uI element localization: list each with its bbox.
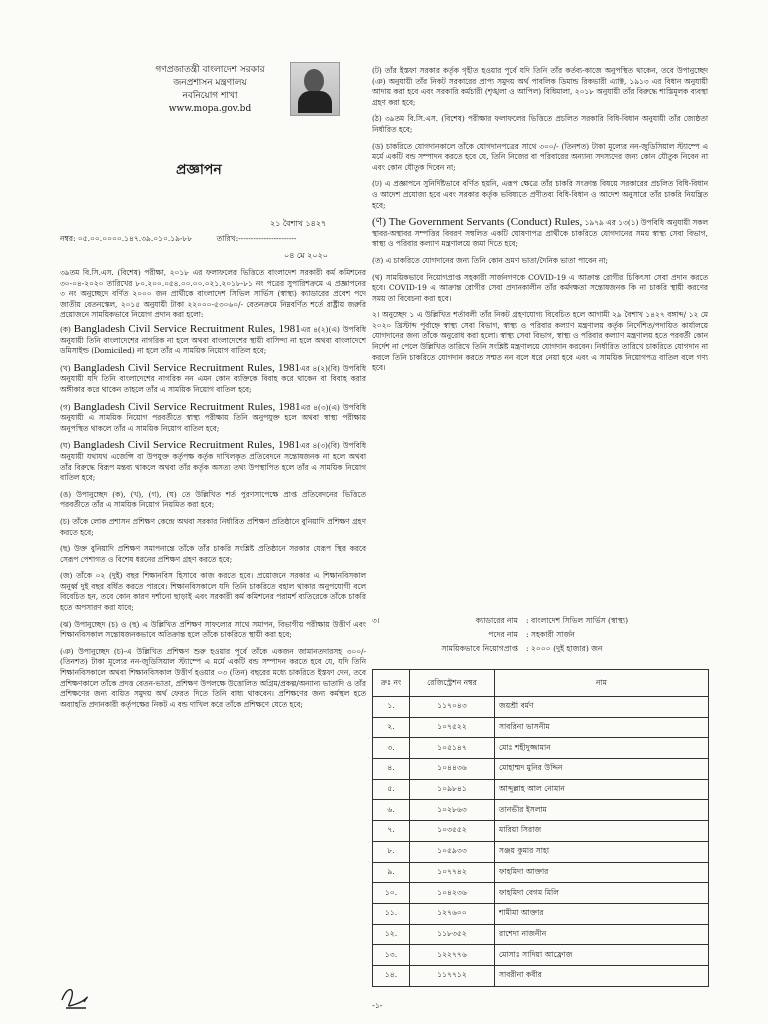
condition-prefix: (গ) xyxy=(60,402,71,412)
table-row xyxy=(373,883,709,904)
memo-line xyxy=(60,234,360,246)
cell-registration: ১১৭৭১২ xyxy=(410,965,495,986)
condition-item xyxy=(372,114,708,135)
condition-item xyxy=(60,324,366,357)
cell-registration: ১০৪২৩৬ xyxy=(410,883,495,904)
condition-item xyxy=(60,402,366,435)
page-title: প্রজ্ঞাপন xyxy=(176,162,222,178)
table-row xyxy=(373,697,709,718)
condition-text: (ড) চাকরিতে যোগদানকালে তাঁকে যোগদানপত্রের সাথে ৩০০/- (তিনশত) টাকা মূল্যের নন-জুডিসিয়াল স্ট্যাম্পে এ মর্মে একটি বন্ড সম্পাদন করতে হবে যে, তিনি নিজের বা পরিবারের অন্যান্য সদস্যদের জন্য কোন যৌতুক নিবেন না এবং কোন যৌতুক দিবেন না; xyxy=(372,141,708,172)
letterhead xyxy=(130,64,290,116)
condition-text: (ঞ) উপানুচ্ছেদ (চ)-এ উল্লিখিত প্রশিক্ষণ শুরু হওয়ার পূর্বে তাঁকে একজন জামানতদারসহ ৩০০/- (তিনশত) টাকা মূল্যের নন-জুডিসিয়াল স্ট্যাম্পে এ মর্মে একটি বন্ড সম্পাদন করতে হবে যে, যদি তিনি শিক্ষানবিসকালে অথবা শিক্ষানবিসকাল উত্তীর্ণ হওয়ার ০৩ (তিন) বছরের মধ্যে চাকরিতে ইস্তফা দেন, তবে প্রশিক্ষণকালে তাঁকে প্রদত্ত বেতন-ভাতা, প্রশিক্ষণ উপলক্ষে উত্তোলিত অগ্রিম/প্রকল্প/অন্যান্য ভাতাদি ও তাঁর প্রশিক্ষণের জন্য ব্যয়িত সমুদয় অর্থ ফেরত দিতে তিনি বাধ্য থাকবেন। প্রশিক্ষণের জন্য কর্মস্থল হতে অব্যাহতি প্রদানকারী কর্তৃপক্ষের নিকট এ বন্ড দাখিল করে তাঁকে প্রশিক্ষণে যেতে হবে; xyxy=(60,646,366,709)
condition-item xyxy=(60,571,366,613)
condition-text: (জ) তাঁকে ০২ (দুই) বছর শিক্ষানবিস হিসাবে কাজ করতে হবে। প্রয়োজনে সরকার এ শিক্ষানবিসকাল অনুর্ধ্ব দুই বছর বর্ধিত করতে পারবে। শিক্ষানবিসকালে যদি তিনি চাকরিতে বহাল থাকার অনুপযোগী বলে বিবেচিত হন, তবে কোন কারণ দর্শানো ছাড়াই এবং সরকারী কর্ম কমিশনের পরামর্শ ব্যতিরেকে তাঁকে চাকরি হতে অপসারণ করা যাবে; xyxy=(60,571,366,613)
table-row xyxy=(373,717,709,738)
condition-item xyxy=(372,142,708,174)
table-row xyxy=(373,821,709,842)
info-row xyxy=(372,628,708,642)
cell-registration: ১১৭০৪৩ xyxy=(410,697,495,718)
portrait-face xyxy=(304,69,324,93)
cell-registration: ১০৭৫২২ xyxy=(410,717,495,738)
table-header-row xyxy=(373,670,709,697)
info-value: : ২০০০ (দুই হাজার) জন xyxy=(526,643,603,653)
info-key: পদের নাম xyxy=(488,629,518,639)
info-row xyxy=(372,614,708,628)
intro-paragraph xyxy=(60,268,366,327)
cell-registration: ১০৫১৪৭ xyxy=(410,738,495,759)
condition-text: (ঙ) উপানুচ্ছেদ (ক), (খ), (গ), (ঘ) তে উল্লিখিত শর্ত পুরণসাপেক্ষে প্রাপ্ত প্রতিবেদনের ভিত্তিতে পরবর্তীতে তাঁর এ সাময়িক নিয়োগ নিয়মিত করা হবে; xyxy=(60,489,366,510)
condition-item xyxy=(372,217,708,250)
condition-text: (ত) এ চাকরিতে যোগদানের জন্য তিনি কোন ভ্রমণ ভাতা/দৈনিক ভাতা পাবেন না; xyxy=(372,255,609,265)
portrait-body xyxy=(298,91,332,113)
condition-prefix: (ক) xyxy=(60,325,71,334)
cell-serial: ১৪. xyxy=(373,965,410,986)
section-number: ৩। xyxy=(372,615,380,625)
cell-serial: ৮. xyxy=(373,841,410,862)
cell-serial: ১১. xyxy=(373,903,410,924)
appointee-table xyxy=(372,669,709,987)
condition-prefix: (ঘ) xyxy=(60,441,71,451)
header-line1: গণপ্রজাতন্ত্রী বাংলাদেশ সরকার xyxy=(155,65,265,75)
cell-serial: ৪. xyxy=(373,759,410,780)
condition-item xyxy=(372,256,708,267)
condition-item xyxy=(372,66,708,108)
condition-item xyxy=(372,310,708,374)
cell-registration: ১০৪৪৩৬ xyxy=(410,759,495,780)
cell-serial: ১. xyxy=(373,697,410,718)
condition-item xyxy=(60,620,366,641)
info-row xyxy=(372,642,708,656)
condition-item xyxy=(372,179,708,211)
cell-name: জয়শ্রী বর্মণ xyxy=(495,697,709,718)
condition-item xyxy=(60,544,366,565)
cell-name: ফাহমিদা আক্তার xyxy=(495,862,709,883)
cell-serial: ৬. xyxy=(373,800,410,821)
condition-text: (ঢ) এ প্রজ্ঞাপনে সুনির্দিষ্টভাবে বর্ণিত হয়নি, এরূপ ক্ষেত্রে তাঁর চাকরি সংক্রান্ত বিষয়ে সরকারের প্রচলিত বিধি-বিধান ও আদেশ প্রযোজ্য হবে এবং সরকার কর্তৃক ভবিষ্যতে প্রণীতব্য বিধি-বিধান ও আদেশ অনুসারে তাঁর চাকরি নিয়ন্ত্রিত হবে; xyxy=(372,179,708,210)
condition-english: Bangladesh Civil Service Recruitment Rules, 1981 xyxy=(73,361,301,374)
table-row xyxy=(373,945,709,966)
condition-text: ১৯৭৯ এর ১৩(১) উপবিধি অনুযায়ী সকল স্থাবর-অস্থাবর সম্পত্তির বিবরণ সম্বলিত একটি ঘোষণাপত্র প্রার্থীকে চাকরিতে যোগদানের সময় স্বাস্থ্য সেবা বিভাগ, স্বাস্থ্য ও পরিবার কল্যাণ মন্ত্রণালয়ে জমা দিতে হবে; xyxy=(372,218,708,249)
condition-item xyxy=(60,647,366,711)
cell-serial: ৭. xyxy=(373,821,410,842)
date-label: তারিখ:----------------------- xyxy=(216,234,297,243)
cadre-info xyxy=(372,614,708,656)
signature-mark xyxy=(56,978,96,1012)
cell-registration: ১০৫৯৩৩ xyxy=(410,841,495,862)
table-row xyxy=(373,965,709,986)
cell-name: তানভীর ইসলাম xyxy=(495,800,709,821)
table-row xyxy=(373,903,709,924)
condition-text: (ট) তাঁর ইস্তফা সরকার কর্তৃক গৃহীত হওয়ার পূর্বে যদি তিনি তাঁর কর্তব্য-কাজে অনুপস্থিত থাকেন, তবে উপানুচ্ছেদ (ঞ) অনুযায়ী তাঁর নিকট সরকারের প্রাপ্য সমুদয় অর্থ পাবলিক ডিমান্ড রিকভারী এ্যাক্ট, ১৯১৩ এর বিধান অনুযায়ী আদায় করা হবে এবং সরকারি কর্মচারী (শৃঙ্খলা ও আপিল) বিধিমালা, ২০১৮ অনুযায়ী তাঁর বিরুদ্ধে শাস্তিমূলক ব্যবস্থা গ্রহণ করা হবে; xyxy=(372,66,708,107)
col-registration: রেজিস্ট্রেশন নম্বর xyxy=(410,670,495,697)
cell-name: সাবরীনা কবীর xyxy=(495,965,709,986)
cell-registration: ১২৭৬০০ xyxy=(410,903,495,924)
cell-name: মারিয়া সিরাজ xyxy=(495,821,709,842)
condition-english: Bangladesh Civil Service Recruitment Rules, 1981 xyxy=(73,439,300,452)
condition-item xyxy=(60,363,366,396)
condition-text: এর ৪(৩)(বি) উপবিধি অনুযায়ী যথাযথ এজেন্সি বা উপযুক্ত কর্তৃপক্ষ কর্তৃক দাখিলকৃত প্রতিবেদনে সন্তোষজনক না হলে অথবা তাঁর বিরুদ্ধে বিরূপ মন্তব্য থাকলে অথবা তাঁর কর্তৃক অসত্য তথ্য উপস্থাপিত হলে তাঁর এ সাময়িক নিয়োগ বাতিল হবে; xyxy=(60,441,366,483)
cell-name: আব্দুল্লাহ আল নোমান xyxy=(495,779,709,800)
page-number: -১- xyxy=(372,1001,383,1010)
condition-english: Bangladesh Civil Service Recruitment Rules, 1981 xyxy=(73,323,301,335)
condition-text: (থ) সাময়িকভাবে নিয়োগপ্রাপ্ত সহকারী সার্জনগণকে COVID-19 এ আক্রান্ত রোগীর চিকিৎসা সেবা প্রদান করতে হবে। COVID-19 এ আক্রান্ত রোগীর সেবা প্রদানকালীন তাঁর কর্মদক্ষতা সন্তোষজনক কি না চাকরি স্থায়ী করণের সময় তা বিবেচনা করা হবে। xyxy=(372,272,708,303)
info-key: ক্যাডারের নাম xyxy=(475,615,518,625)
table-row xyxy=(373,738,709,759)
condition-item xyxy=(60,517,366,538)
info-value: : বাংলাদেশ সিভিল সার্ভিস (স্বাস্থ্য) xyxy=(526,615,629,625)
cell-name: মোসাঃ সাদিয়া আফ্রোজ xyxy=(495,945,709,966)
condition-text: (ঠ) ৩৯তম বি.সি.এস. (বিশেষ) পরীক্ষার ফলাফলের ভিত্তিতে প্রচলিত সরকারি বিধি-বিধান অনুযায়ী তাঁর জ্যেষ্ঠতা নির্ধারিত হবে; xyxy=(372,114,708,134)
cell-serial: ৯. xyxy=(373,862,410,883)
col-serial: ক্রঃ নং xyxy=(373,670,410,697)
date-bangla: ২১ বৈশাখ ১৪২৭ xyxy=(270,219,327,228)
condition-text: এর ৪(২)(এ) উপবিধি অনুযায়ী তিনি বাংলাদেশের নাগরিক না হলে অথবা বাংলাদেশের স্থায়ী বাসিন্দা না হলে অথবা বাংলাদেশে ডমিসাইল্ড (Domiciled) না হলে তাঁর এ সাময়িক নিয়োগ বাতিল হবে; xyxy=(60,325,366,356)
table-row xyxy=(373,862,709,883)
info-value: : সহকারী সার্জন xyxy=(526,629,575,639)
condition-text: (ছ) উক্ত বুনিয়াদি প্রশিক্ষণ সমাপনান্তে তাঁকে তাঁর চাকরি সংশ্লিষ্ট প্রতিষ্ঠানে সরকার যেরূপ স্থির করবে সেরূপ পেশাগত ও বিশেষ ধরনের প্রশিক্ষণ গ্রহণ করতে হবে; xyxy=(60,544,366,564)
condition-text: (ঝ) উপানুচ্ছেদ (চ) ও (ছ) এ উল্লিখিত প্রশিক্ষণ সাফল্যের সাথে সমাপন, বিভাগীয় পরীক্ষায় উত্তীর্ণ এবং শিক্ষানবিসকাল সন্তোষজনকভাবে অতিক্রান্ত হলে তাঁকে চাকরিতে স্থায়ী করা হবে; xyxy=(60,619,366,640)
condition-item xyxy=(60,440,366,483)
memo-number: নম্বর: ০৫.০০.০০০০.১৪৭.৩৯.০১০.১৯-৮৮ xyxy=(60,234,193,243)
col-name: নাম xyxy=(495,670,709,697)
cell-name: সাবরিনা ভাসনীম xyxy=(495,717,709,738)
cell-name: মোহাম্মদ মুনির উদ্দিন xyxy=(495,759,709,780)
cell-name: শামীমা আক্তার xyxy=(495,903,709,924)
cell-serial: ১৩. xyxy=(373,945,410,966)
cell-serial: ২. xyxy=(373,717,410,738)
cell-registration: ১২২৭৭৬ xyxy=(410,945,495,966)
cell-serial: ৩. xyxy=(373,738,410,759)
condition-text: এর ৪(২)(বি) উপবিধি অনুযায়ী যদি তিনি বাংলাদেশের নাগরিক নন এমন কোন ব্যক্তিকে বিবাহ করে থাকেন বা বিবাহ করার অঙ্গীকার করে থাকেন তাহলে তাঁর এ সাময়িক নিয়োগ বাতিল হবে; xyxy=(60,363,366,394)
header-website: www.mopa.gov.bd xyxy=(168,104,252,114)
table-row xyxy=(373,924,709,945)
conditions-left xyxy=(60,324,366,716)
cell-registration: ১০৯৮৪১ xyxy=(410,779,495,800)
cell-name: মোঃ শহীদুজ্জামান xyxy=(495,738,709,759)
condition-item xyxy=(60,490,366,511)
header-line3: নবনিয়োগ শাখা xyxy=(182,91,238,101)
portrait-image xyxy=(290,62,340,116)
cell-serial: ১২. xyxy=(373,924,410,945)
date-english: ০৪ মে ২০২০ xyxy=(284,251,328,260)
conditions-right xyxy=(372,66,708,380)
cell-name: ফাহমিদা বেগম মিলি xyxy=(495,883,709,904)
table-row xyxy=(373,800,709,821)
table-row xyxy=(373,759,709,780)
cell-serial: ৫. xyxy=(373,779,410,800)
cell-serial: ১০. xyxy=(373,883,410,904)
condition-prefix: (খ) xyxy=(60,363,71,373)
cell-name: সঞ্জয় কুমার সাহা xyxy=(495,841,709,862)
intro-text: ৩৯তম বি.সি.এস. (বিশেষ) পরীক্ষা, ২০১৮ এর ফলাফলের ভিত্তিতে বাংলাদেশ সরকারী কর্ম কমিশনের ৩০-০৪-২০২০ তারিখের ৮০.২০০.০৫৪.০০.০০.০২১.২০১৮-৮১ নং পত্রের সুপারিশক্রমে এ প্রজ্ঞাপনের ৩ নং অনুচ্ছেদে বর্ণিত ২০০০ জন প্রার্থীকে বাংলাদেশ সিভিল সার্ভিস (স্বাস্থ্য) ক্যাডারের প্রবেশ পদে জাতীয় বেতনস্কেল, ২০১৫ অনুযায়ী টাকা ২২০০০-৫৩০৬০/- বেতনক্রমে নিম্নবর্ণিত শর্তে রাষ্ট্রীয় জরুরি প্রয়োজনে সাময়িকভাবে নিয়োগ প্রদান করা হলো: xyxy=(60,268,366,320)
cell-registration: ১১৮৩৫২ xyxy=(410,924,495,945)
cell-name: রাশেদা নাজনীন xyxy=(495,924,709,945)
condition-item xyxy=(372,273,708,305)
cell-registration: ১০৭৭৪২ xyxy=(410,862,495,883)
cell-registration: ১০২৮৬৩ xyxy=(410,800,495,821)
condition-text: (চ) তাঁকে লোক প্রশাসন প্রশিক্ষণ কেন্দ্রে অথবা সরকার নির্ধারিত প্রশিক্ষণ প্রতিষ্ঠানে বুনিয়াদি প্রশিক্ষণ গ্রহণ করতে হবে; xyxy=(60,516,366,537)
condition-english: (ণ) The Government Servants (Conduct) Rules, xyxy=(372,216,583,229)
table-row xyxy=(373,779,709,800)
cell-registration: ১০৩৫৫২ xyxy=(410,821,495,842)
info-key: সাময়িকভাবে নিয়োগপ্রাপ্ত xyxy=(441,643,518,653)
condition-text: ২। অনুচ্ছেদ ১ এ উল্লিখিত শর্তাবলী তাঁর নিকট গ্রহণযোগ্য বিবেচিত হলে আগামী ২৯ বৈশাখ ১৪২৭ বঙ্গাব্দ/ ১২ মে ২০২০ খ্রিস্টাব্দ পূর্বাহ্নে স্বাস্থ্য সেবা বিভাগ, স্বাস্থ্য ও পরিবার কল্যাণ মন্ত্রণালয় কর্তৃক নির্দেশিত/পদায়িত কার্যালয়ে যোগদানের জন্য তাঁকে অনুরোধ করা হলো। স্বাস্থ্য সেবা বিভাগ, স্বাস্থ্য ও পরিবার কল্যাণ মন্ত্রণালয় হতে পরবর্তী কোন নির্দেশ না পেলে উল্লিখিত তারিখে তিনি সংশ্লিষ্ট মন্ত্রণালয়ে যোগদান করবেন। নির্ধারিত তারিখে চাকরিতে যোগদান না করলে তিনি চাকরিতে যোগদান করতে সম্মত নন বলে ধরে নেয়া হবে এবং এ সাময়িক নিয়োগপত্র বাতিল বলে গণ্য হবে। xyxy=(372,310,708,373)
condition-text: এর ৪(৩)(এ) উপবিধি অনুযায়ী এ সাময়িক নিয়োগ পরবর্তীতে স্বাস্থ্য পরীক্ষায় তিনি অনুপযুক্ত হলে অথবা স্বাস্থ্য পরীক্ষায় অনুপস্থিত থাকলে তাঁর এ সাময়িক নিয়োগ বাতিল হবে; xyxy=(60,402,366,433)
condition-english: Bangladesh Civil Service Recruitment Rules, 1981 xyxy=(73,400,301,413)
header-line2: জনপ্রশাসন মন্ত্রণালয় xyxy=(173,78,247,88)
table-row xyxy=(373,841,709,862)
